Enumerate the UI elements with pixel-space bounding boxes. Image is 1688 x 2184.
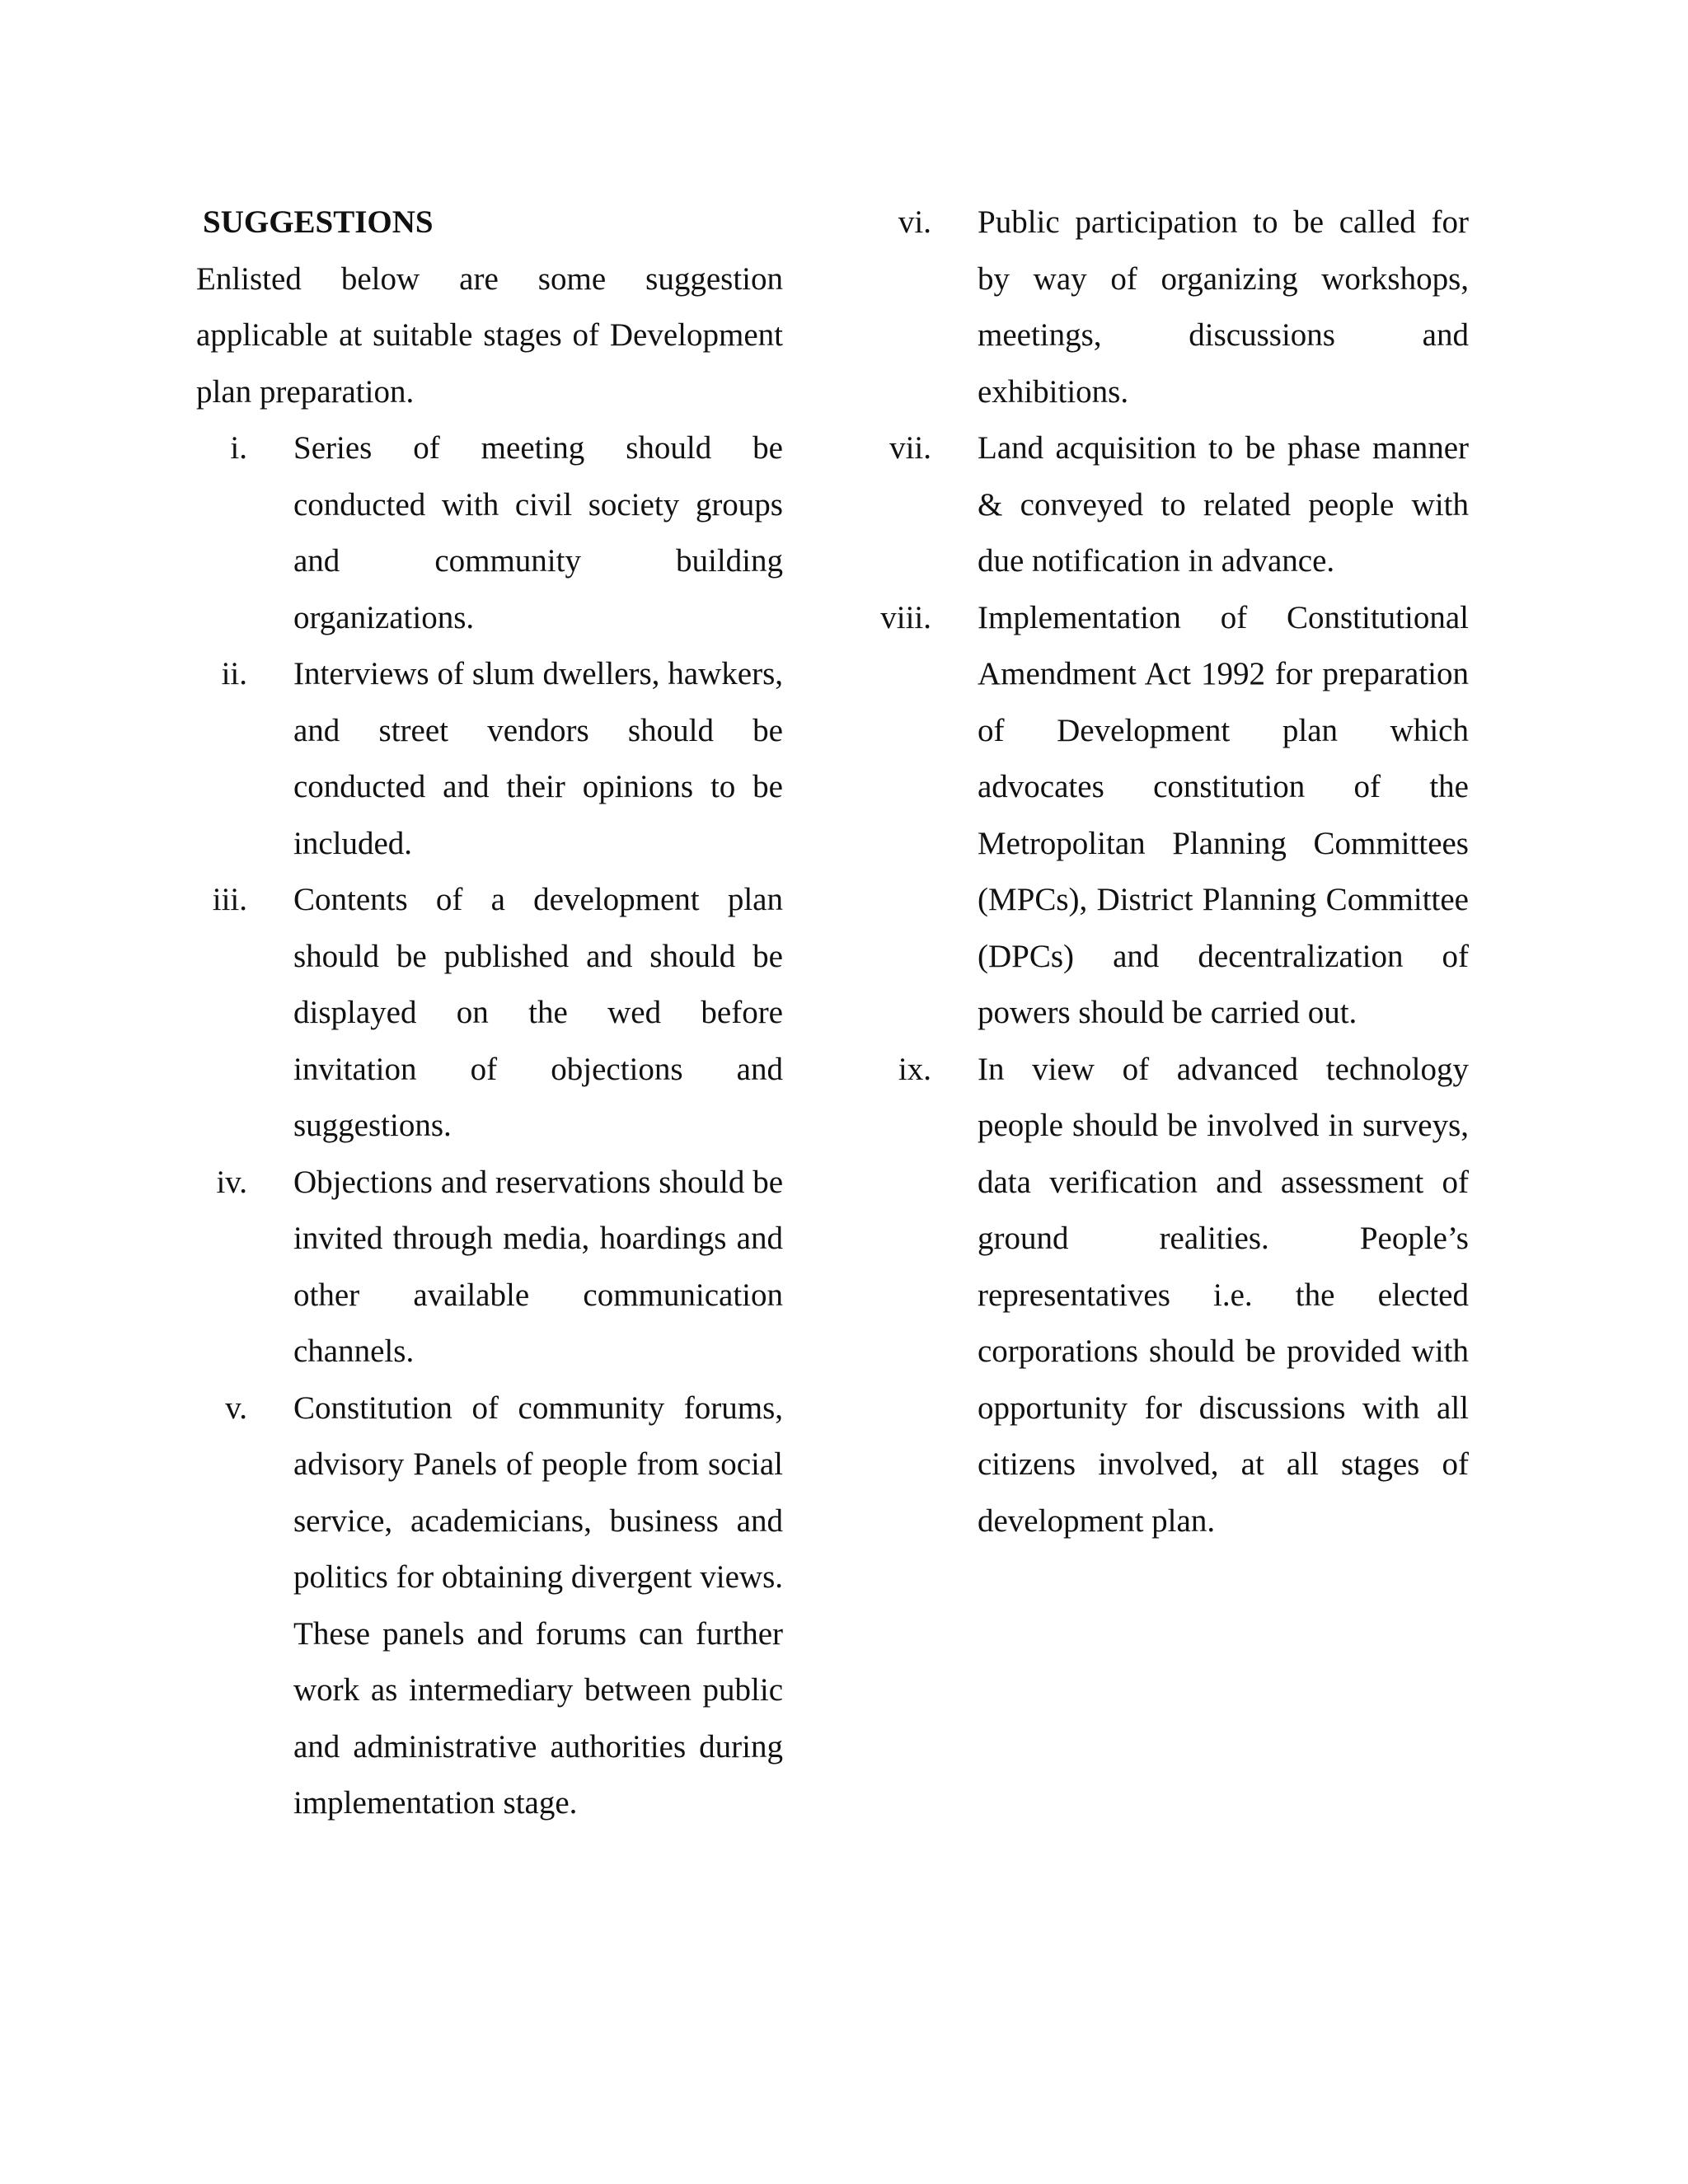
right-column: [880, 194, 1469, 1549]
suggestion-list-right: [880, 194, 1469, 1549]
item-text: Series of meeting should be conducted with civil society groups and community building organizations.: [293, 430, 783, 635]
item-number: ii.: [221, 656, 247, 691]
list-item: [196, 420, 783, 646]
item-text: Contents of a development plan should be published and should be displayed on the wed before invitation of objections and suggestions.: [293, 882, 783, 1143]
item-number: iv.: [216, 1164, 247, 1200]
item-number: i.: [230, 430, 247, 466]
suggestion-list-left: [196, 420, 783, 1832]
item-number: ix.: [898, 1051, 931, 1087]
list-item: [880, 420, 1469, 590]
list-item: [880, 1042, 1469, 1550]
item-number: v.: [225, 1390, 247, 1426]
item-number: iii.: [212, 882, 247, 917]
list-item: [196, 1380, 783, 1832]
list-item: [196, 646, 783, 872]
item-text: Constitution of community forums, advisory Panels of people from social service, academicians, business and politics for obtaining divergent views. These panels and forums can further work as intermediary between public and administrative authorities during implementation stage.: [293, 1390, 783, 1821]
list-item: [880, 590, 1469, 1042]
intro-paragraph: Enlisted below are some suggestion applicable at suitable stages of Development plan preparation.: [196, 260, 783, 410]
list-item: [880, 194, 1469, 420]
item-text: Objections and reservations should be invited through media, hoardings and other available communication channels.: [293, 1164, 783, 1369]
item-text: Implementation of Constitutional Amendment Act 1992 for preparation of Development plan which advocates constitution of the Metropolitan Planning Committees (MPCs), District Planning Committee (DPCs) and decentralization of powers should be carried out.: [978, 599, 1469, 1030]
item-text: In view of advanced technology people should be involved in surveys, data verification and assessment of ground realities. People’s representatives i.e. the elected corporations should be provided with opportunity for discussions with all citizens involved, at all stages of development plan.: [978, 1051, 1469, 1539]
list-item: [196, 1155, 783, 1380]
item-text: Public participation to be called for by way of organizing workshops, meetings, discussions and exhibitions.: [978, 204, 1469, 410]
item-text: Land acquisition to be phase manner & conveyed to related people with due notification in advance.: [978, 430, 1469, 579]
item-text: Interviews of slum dwellers, hawkers, and street vendors should be conducted and their opinions to be included.: [293, 656, 783, 861]
item-number: vi.: [898, 204, 931, 240]
left-column: [196, 194, 783, 1832]
section-heading: SUGGESTIONS: [203, 204, 434, 240]
item-number: viii.: [880, 599, 931, 635]
item-number: vii.: [889, 430, 931, 466]
list-item: [196, 872, 783, 1155]
